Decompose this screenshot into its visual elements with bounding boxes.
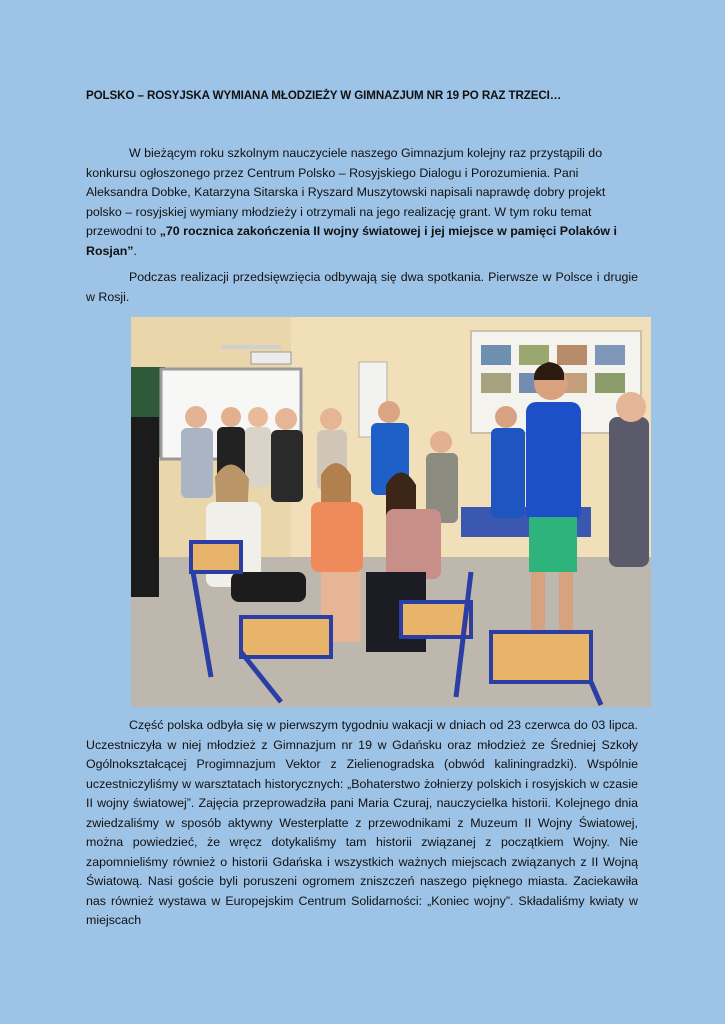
paragraph-meetings: Podczas realizacji przedsięwzięcia odbywają się dwa spotkania. Pierwsze w Polsce i drugie w Rosji.: [86, 270, 638, 304]
paragraph-polish-part: Część polska odbyła się w pierwszym tygodniu wakacji w dniach od 23 czerwca do 03 lipca. Uczestniczyła w niej młodzież z Gimnazjum nr 19 w Gdańsku oraz młodzież ze Średniej Szkoły Ogólnokształcącej Progimnazjum Vektor z Zielienogradska (obwód kaliningradzki). Wspólnie uczestniczyliśmy w warsztatach historycznych: „Bohaterstwo żołnierzy polskich i rosyjskich w czasie II wojny światowej”. Zajęcia przeprowadziła pani Maria Czuraj, nauczycielka historii. Kolejnego dnia zwiedzaliśmy w sposób aktywny Westerplatte z przewodnikami z Muzeum II Wojny Światowej, można powiedzieć, że wręcz dotykaliśmy tam historii związanej z początkiem Wojny. Nie zapomnieliśmy również o historii Gdańska i wszystkich ważnych miejscach związanych z II Wojną Światową. Nasi goście byli poruszeni ogromem zniszczeń naszego pięknego miasta. Zaciekawiła nas również wystawa w Europejskim Centrum Solidarności: „Koniec wojny”. Składaliśmy kwiaty w miejscach: [86, 718, 638, 927]
paragraph-intro-text: W bieżącym roku szkolnym nauczyciele naszego Gimnazjum kolejny raz przystąpili do konkursu ogłoszonego przez Centrum Polsko – Rosyjskiego Dialogu i Porozumienia. Pani Aleksandra Dobke, Katarzyna Sitarska i Ryszard Muszytowski napisali naprawdę dobry projekt polsko – rosyjskiej wymiany młodzieży i otrzymali na jego realizację grant. W tym roku temat przewodni to: [86, 146, 606, 238]
classroom-photo-illustration: [131, 317, 651, 707]
project-theme: „70 rocznica zakończenia II wojny światowej i jej miejsce w pamięci Polaków i Rosjan”: [86, 224, 617, 258]
classroom-photo: [131, 317, 651, 707]
article-title: POLSKO – ROSYJSKA WYMIANA MŁODZIEŻY W GIMNAZJUM NR 19 PO RAZ TRZECI…: [86, 89, 562, 102]
paragraph-intro: [86, 144, 638, 261]
paragraph-intro-end: .: [133, 243, 137, 258]
